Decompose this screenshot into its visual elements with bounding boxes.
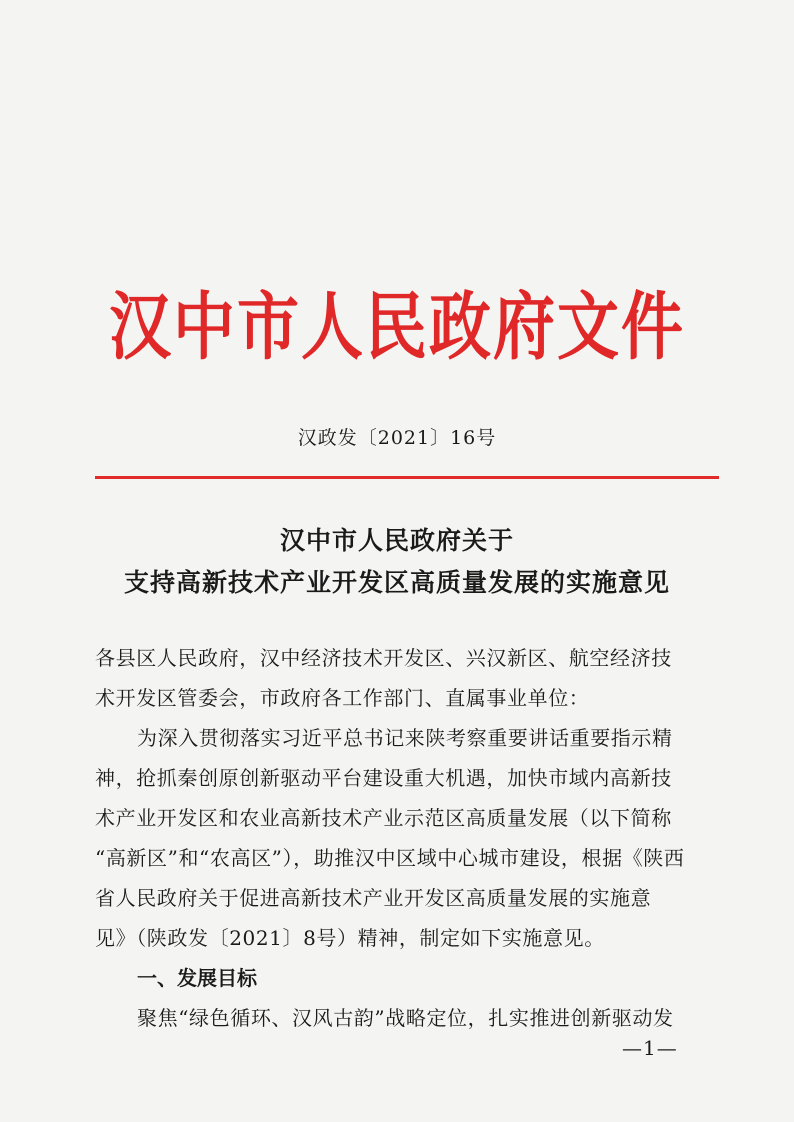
document-title-line-2: 支持高新技术产业开发区高质量发展的实施意见 bbox=[123, 568, 670, 597]
paragraph-1-line-5: 省人民政府关于促进高新技术产业开发区高质量发展的实施意 bbox=[95, 886, 652, 910]
issuing-authority-title: 汉中市人民政府文件 bbox=[108, 283, 685, 370]
paragraph-1-line-2: 神，抢抓秦创原创新驱动平台建设重大机遇，加快市域内高新技 bbox=[95, 766, 672, 790]
document-title-line-1: 汉中市人民政府关于 bbox=[279, 526, 514, 555]
addressee-line-2: 术开发区管委会，市政府各工作部门、直属事业单位： bbox=[95, 686, 590, 710]
section-1-heading: 一、发展目标 bbox=[137, 966, 257, 990]
paragraph-2-line-1: 聚焦“绿色循环、汉风古韵”战略定位，扎实推进创新驱动发 bbox=[137, 1006, 674, 1030]
paragraph-1-line-4: “高新区”和“农高区”），助推汉中区域中心城市建设，根据《陕西 bbox=[95, 846, 685, 870]
document-number: 汉政发〔2021〕16号 bbox=[297, 427, 497, 449]
addressee-line-1: 各县区人民政府，汉中经济技术开发区、兴汉新区、航空经济技 bbox=[95, 646, 672, 670]
page-number: —1— bbox=[622, 1036, 678, 1060]
paragraph-1-line-3: 术产业开发区和农业高新技术产业示范区高质量发展（以下简称 bbox=[95, 806, 672, 830]
paragraph-1-line-1: 为深入贯彻落实习近平总书记来陕考察重要讲话重要指示精 bbox=[137, 726, 673, 750]
paragraph-1-line-6: 见》（陕政发〔2021〕8号）精神，制定如下实施意见。 bbox=[95, 926, 605, 950]
red-separator-rule bbox=[95, 476, 719, 479]
